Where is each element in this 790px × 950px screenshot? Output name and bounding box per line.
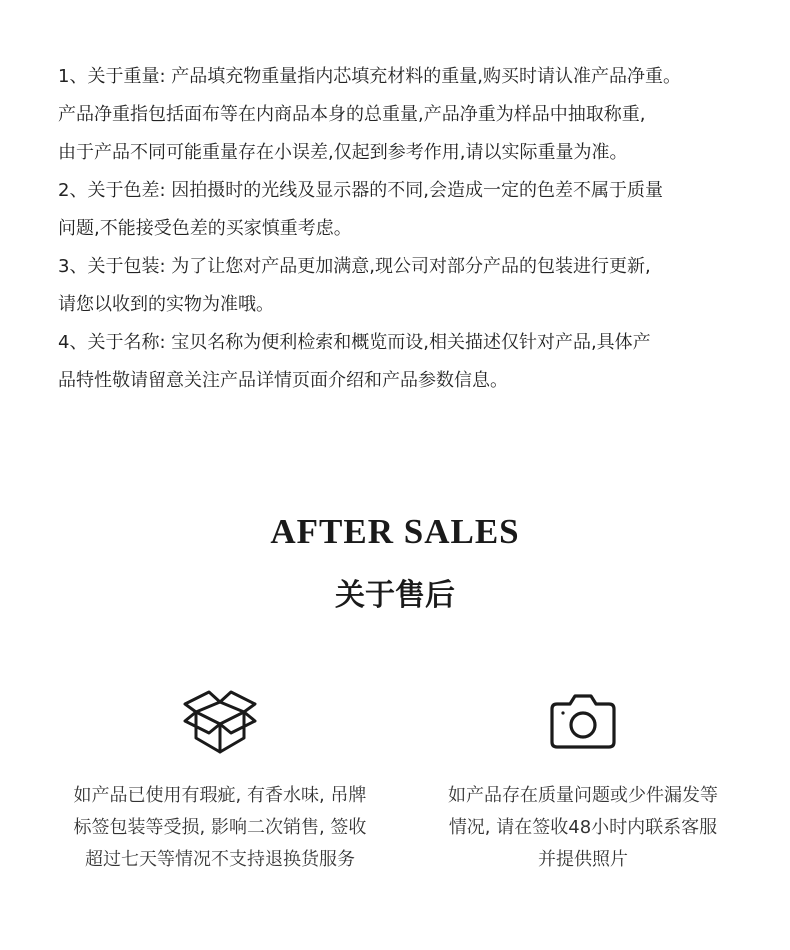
note-line: 4、关于名称: 宝贝名称为便利检索和概览而设,相关描述仅针对产品,具体产 — [58, 332, 651, 353]
desc-line: 超过七天等情况不支持退换货服务 — [85, 849, 355, 870]
desc-line: 如产品存在质量问题或少件漏发等 — [448, 785, 718, 806]
note-line: 问题,不能接受色差的买家慎重考虑。 — [58, 218, 352, 239]
desc-line: 标签包装等受损, 影响二次销售, 签收 — [73, 817, 367, 838]
note-line: 产品净重指包括面布等在内商品本身的总重量,产品净重为样品中抽取称重, — [58, 104, 646, 125]
camera-icon — [548, 692, 618, 750]
note-line: 2、关于色差: 因拍摄时的光线及显示器的不同,会造成一定的色差不属于质量 — [58, 180, 663, 201]
note-line: 请您以收到的实物为准哦。 — [58, 294, 274, 315]
desc-line: 并提供照片 — [538, 849, 628, 870]
package-box-icon — [182, 688, 258, 756]
after-sales-title-en: AFTER SALES — [270, 512, 520, 551]
note-line: 3、关于包装: 为了让您对产品更加满意,现公司对部分产品的包装进行更新, — [58, 256, 651, 277]
desc-line: 如产品已使用有瑕疵, 有香水味, 吊牌 — [73, 785, 367, 806]
note-line: 由于产品不同可能重量存在小误差,仅起到参考作用,请以实际重量为准。 — [58, 142, 628, 163]
after-sales-quality-issue-text — [418, 780, 748, 876]
note-line: 1、关于重量: 产品填充物重量指内芯填充材料的重量,购买时请认准产品净重。 — [58, 66, 681, 87]
after-sales-no-return-text — [55, 780, 385, 876]
product-notes — [58, 58, 758, 400]
note-line: 品特性敬请留意关注产品详情页面介绍和产品参数信息。 — [58, 370, 508, 391]
desc-line: 情况, 请在签收48小时内联系客服 — [448, 817, 718, 838]
after-sales-title-zh: 关于售后 — [335, 578, 455, 613]
